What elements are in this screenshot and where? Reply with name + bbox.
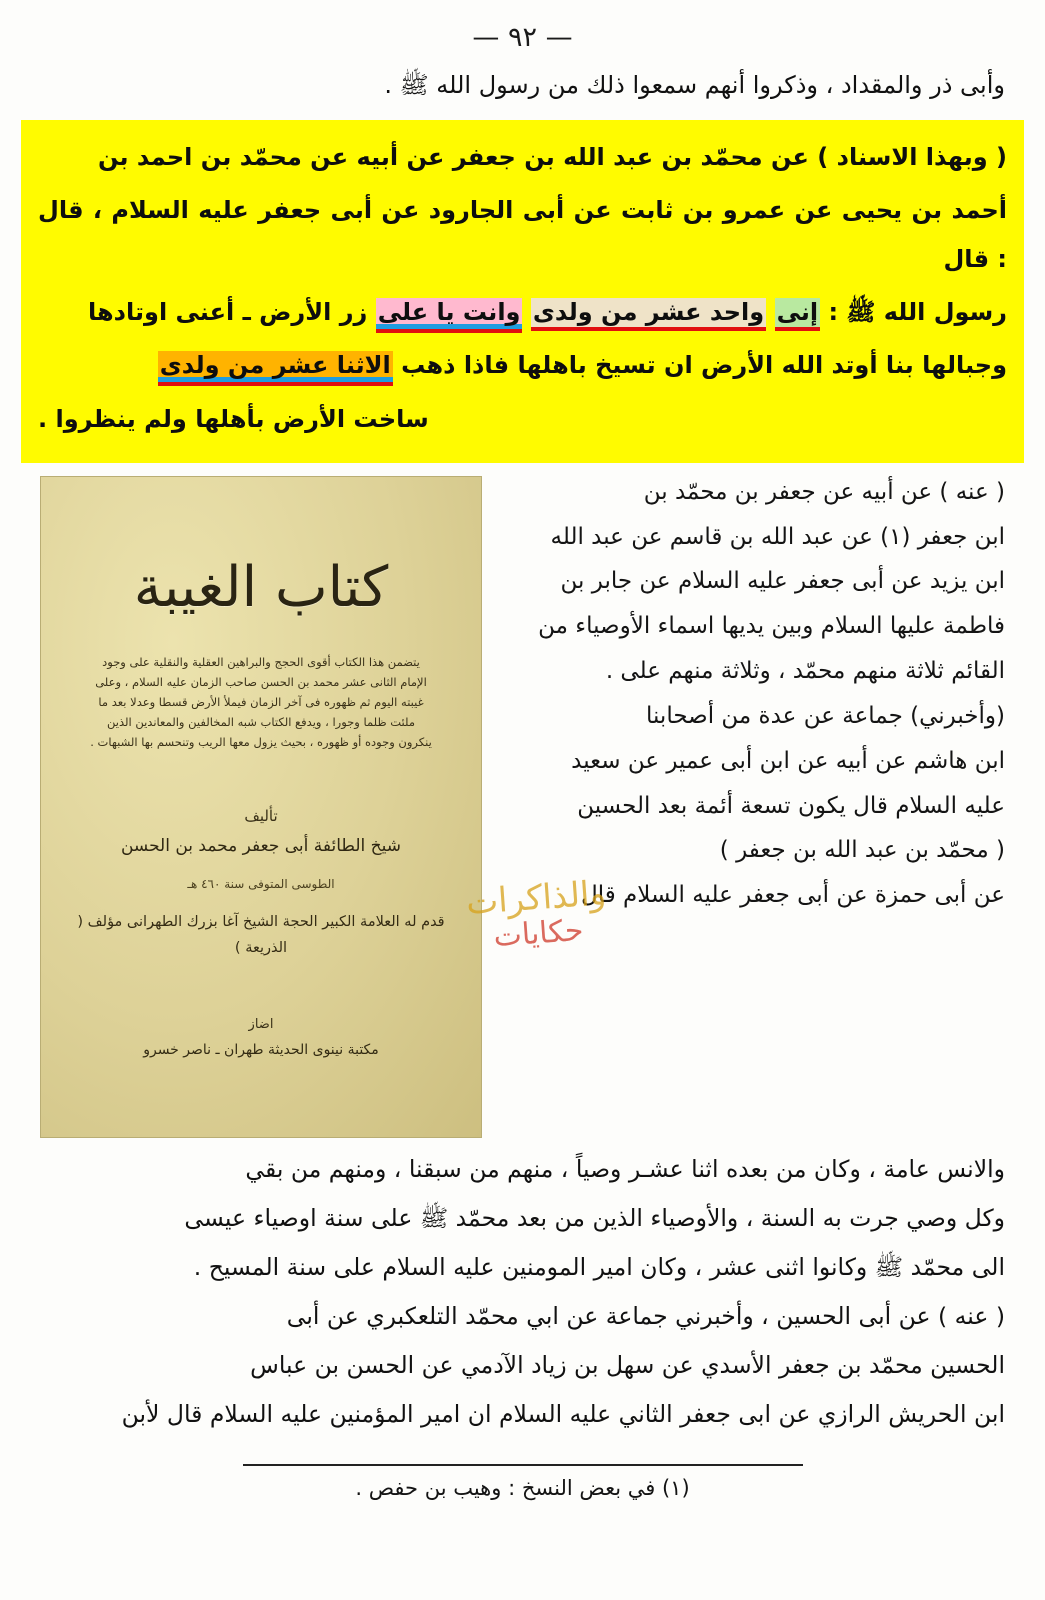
book-cover-introducer: قدم له العلامة الكبير الحجة الشيخ آغا بزرك الطهرانى مؤلف ( الذريعة )	[77, 913, 445, 956]
book-cover-author: شيخ الطائفة أبى جعفر محمد بن الحسن	[120, 835, 402, 856]
watermark-line-2: حكايات	[492, 913, 585, 955]
book-cover-author-label: تأليف	[244, 806, 278, 825]
tail-line-6: ابن الحريش الرازي عن ابى جعفر الثاني عليه السلام ان امير المؤمنين عليه السلام قال لأبن	[121, 1399, 1005, 1428]
tail-paragraphs	[40, 1146, 1005, 1438]
hl-tint-orange: الاثنا عشر من ولدى	[158, 351, 393, 386]
tail-line-2: وكل وصي جرت به السنة ، والأوصياء الذين من بعد محمّد ﷺ على سنة اوصياء عيسى	[184, 1203, 1005, 1232]
hl-line-3-lead: رسول الله ﷺ :	[828, 298, 1007, 327]
tail-line-1: والانس عامة ، وكان من بعده اثنا عشـر وصياً ، منهم من سبقنا ، ومنهم من بقي	[245, 1154, 1005, 1183]
book-cover-publisher: مكتبة نينوى الحديثة طهران ـ ناصر خسرو	[143, 1041, 379, 1058]
footnote-divider	[243, 1464, 803, 1466]
flow-line-7: ابن هاشم عن أبيه عن ابن أبى عمير عن سعيد	[571, 747, 1005, 774]
flow-line-6: (وأخبرني) جماعة عن عدة من أصحابنا	[645, 702, 1005, 729]
hl-line-3	[38, 288, 1007, 337]
flow-line-3: ابن يزيد عن أبى جعفر عليه السلام عن جابر بن	[560, 568, 1005, 595]
hl-tint-green: إنى	[775, 298, 821, 331]
tail-line-3: الى محمّد ﷺ وكانوا اثنى عشر ، وكان امير المومنين عليه السلام على سنة المسيح .	[193, 1252, 1005, 1281]
watermark-line-1: والذاكرات	[464, 873, 608, 923]
tail-line-4: ( عنه ) عن أبى الحسين ، وأخبرني جماعة عن ابي محمّد التلعكبري عن أبى	[286, 1301, 1005, 1330]
highlighted-hadith-block	[22, 121, 1023, 462]
book-cover-publisher-label: اضاز	[248, 1016, 274, 1032]
flow-line-1: ( عنه ) عن أبيه عن جعفر بن محمّد بن	[643, 478, 1005, 505]
book-cover-blurb: يتضمن هذا الكتاب أقوى الحجج والبراهين العقلية والنقلية على وجود الإمام الثانى عشر محمد بن الحسن صاحب الزمان عليه السلام ، وعلى غيبته اليوم ثم ظهوره فى آخر الزمان فيملأ الأرض قسطا وعدلا بعد ما ملئت ظلما وجورا ، ويدفع الكتاب شبه المخالفين والمعاندين الذين ينكرون وجوده أو ظهوره ، بحيث يزول معها الريب وتنحسم بها الشبهات .	[90, 654, 432, 750]
hl-tint-pink: وانت يا على	[376, 298, 523, 333]
hl-line-4-lead: وجبالها بنا أوتد الله الأرض ان تسيخ باهلها فاذا ذهب	[401, 351, 1007, 380]
hl-line-5: ساخت الأرض بأهلها ولم ينظروا .	[38, 404, 429, 433]
hl-tint-beige: واحد عشر من ولدى	[531, 298, 766, 331]
footnote: (١) في بعض النسخ : وهيب بن حفص .	[355, 1475, 690, 1500]
figure-and-text-flow	[40, 470, 1005, 1146]
flow-line-10: عن أبى حمزة عن أبى جعفر عليه السلام قال	[581, 882, 1005, 909]
flow-line-4: فاطمة عليها السلام وبين يديها اسماء الأوصياء من	[538, 613, 1005, 640]
flow-line-9: ( محمّد بن عبد الله بن جعفر )	[719, 837, 1005, 864]
intro-paragraph: وأبى ذر والمقداد ، وذكروا أنهم سمعوا ذلك من رسول الله ﷺ .	[384, 71, 1005, 99]
hl-line-3-tail: زر الأرض ـ أعنى اوتادها	[88, 298, 368, 327]
page-number: — ٩٢ —	[472, 22, 573, 53]
hl-line-1: ( وبهذا الاسناد ) عن محمّد بن عبد الله بن جعفر عن أبيه عن محمّد بن احمد بن	[97, 142, 1007, 171]
hl-line-4	[38, 341, 1007, 390]
book-cover-title: كتاب الغيبة	[133, 554, 389, 620]
book-cover-image	[40, 476, 482, 1138]
flow-line-5: القائم ثلاثة منهم محمّد ، وثلاثة منهم على .	[605, 658, 1005, 685]
tail-line-5: الحسين محمّد بن جعفر الأسدي عن سهل بن زياد الآدمي عن الحسن بن عباس	[250, 1350, 1005, 1379]
flow-line-2: ابن جعفر (١) عن عبد الله بن قاسم عن عبد الله	[550, 523, 1005, 550]
book-cover-author-sub: الطوسى المتوفى سنة ٤٦٠ هـ	[187, 876, 335, 891]
hl-line-2: أحمد بن يحيى عن عمرو بن ثابت عن أبى الجارود عن أبى جعفر عليه السلام ، قال : قال	[38, 195, 1007, 273]
flow-line-8: عليه السلام قال يكون تسعة أئمة بعد الحسين	[577, 792, 1005, 819]
